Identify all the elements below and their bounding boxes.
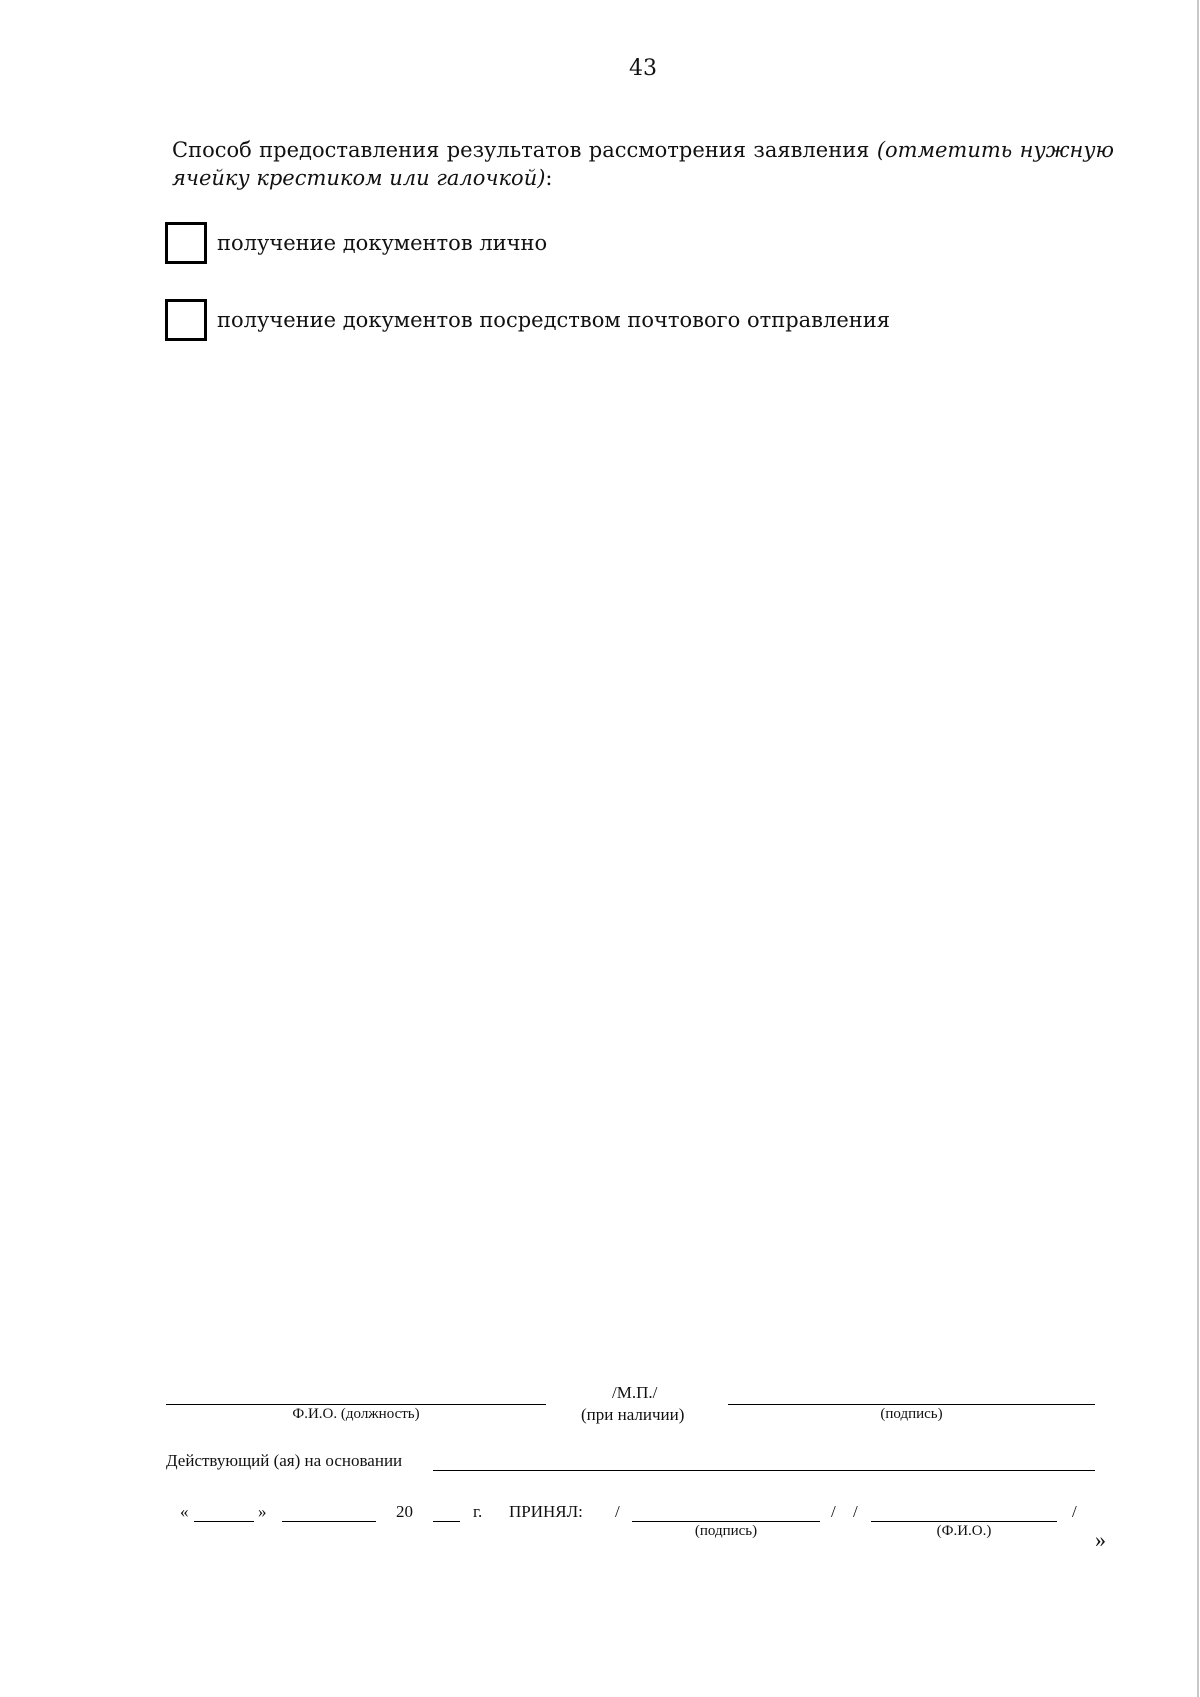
fio-line[interactable]	[166, 1404, 546, 1405]
option-postal-delivery[interactable]	[165, 296, 1065, 344]
accepted-signature-line[interactable]	[632, 1521, 820, 1522]
slash-4: /	[1072, 1502, 1077, 1521]
basis-label: Действующий (ая) на основании	[166, 1451, 403, 1470]
heading-colon: :	[545, 166, 553, 190]
closing-quote: »	[1095, 1527, 1106, 1552]
date-quote-open: «	[180, 1502, 189, 1521]
accepted-signature-caption: (подпись)	[694, 1523, 758, 1539]
date-month-line[interactable]	[282, 1521, 376, 1522]
page-number: 43	[629, 56, 657, 81]
stamp-label: /М.П./	[612, 1383, 658, 1402]
option-personal-pickup[interactable]	[165, 219, 1065, 267]
date-year-suffix: г.	[473, 1502, 483, 1521]
page-edge-line	[1197, 0, 1199, 1697]
fio-caption: Ф.И.О. (должность)	[292, 1406, 420, 1422]
delivery-method-heading	[172, 136, 1114, 192]
date-year-prefix: 20	[396, 1502, 413, 1521]
signature-caption: (подпись)	[880, 1406, 943, 1422]
heading-hint: (отметить нужную ячейку крестиком или галочкой)	[172, 138, 1114, 190]
date-year-line[interactable]	[433, 1521, 460, 1522]
checkbox-postal-delivery[interactable]	[165, 299, 207, 341]
signature-line[interactable]	[728, 1404, 1095, 1405]
option-label-postal-delivery: получение документов посредством почтового отправления	[217, 308, 890, 332]
accepted-label: ПРИНЯЛ:	[509, 1502, 583, 1521]
heading-text: Способ предоставления результатов рассмотрения заявления	[172, 138, 877, 162]
date-day-line[interactable]	[194, 1521, 254, 1522]
slash-2: /	[831, 1502, 836, 1521]
slash-1: /	[615, 1502, 620, 1521]
option-label-personal-pickup: получение документов лично	[217, 231, 548, 255]
date-quote-close: »	[258, 1502, 267, 1521]
stamp-caption: (при наличии)	[581, 1405, 685, 1424]
checkbox-personal-pickup[interactable]	[165, 222, 207, 264]
accepted-fio-line[interactable]	[871, 1521, 1057, 1522]
accepted-fio-caption: (Ф.И.О.)	[936, 1523, 992, 1539]
slash-3: /	[853, 1502, 858, 1521]
basis-line[interactable]	[433, 1470, 1095, 1471]
